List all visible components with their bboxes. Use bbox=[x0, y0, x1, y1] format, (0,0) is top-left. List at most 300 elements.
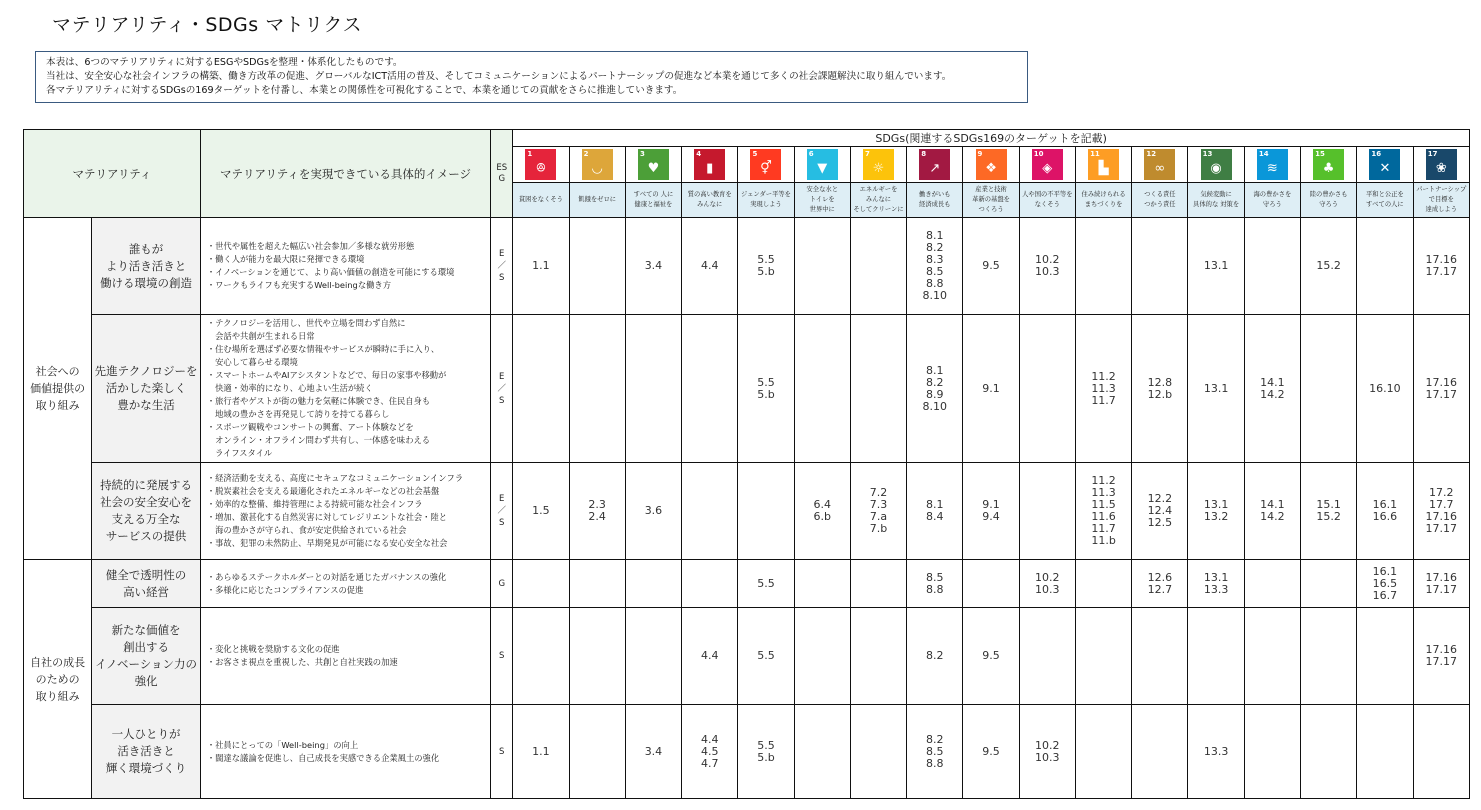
esg-value bbox=[491, 463, 513, 560]
fish-icon bbox=[1257, 149, 1288, 180]
sdg-target: 17.17 bbox=[1425, 522, 1458, 535]
sdg-target: 4.7 bbox=[700, 756, 719, 770]
sdg-target: 2.4 bbox=[588, 510, 606, 523]
sdg-target: 11.2 bbox=[1091, 369, 1116, 383]
materiality-row bbox=[24, 705, 1470, 799]
sdg-targets-4 bbox=[682, 608, 738, 705]
materiality-sdgs-matrix bbox=[23, 129, 1470, 799]
sdg-targets-16 bbox=[1357, 218, 1413, 315]
sdg-targets-1 bbox=[513, 315, 569, 463]
sdg-target: 10.2 bbox=[1035, 738, 1060, 752]
sdg-targets-2 bbox=[569, 608, 625, 705]
sdg-targets-14 bbox=[1244, 463, 1300, 560]
header-esg-line: G bbox=[498, 173, 506, 184]
esg-value-line: ／ bbox=[497, 506, 506, 516]
sdg-label-line: まちづくりを bbox=[1084, 201, 1123, 208]
sdg-target: 8.1 bbox=[926, 229, 944, 242]
sdg-target: 17.2 bbox=[1429, 486, 1454, 499]
concrete-image-item: ・社員にとっての「Well-being」の向上 bbox=[206, 739, 359, 750]
sdg-label-9 bbox=[963, 183, 1019, 218]
concrete-image-item: ・変化と挑戦を奨励する文化の促進 bbox=[206, 644, 340, 654]
sdg-target: 13.1 bbox=[1203, 259, 1229, 272]
sdg-target: 15.2 bbox=[1316, 510, 1341, 523]
group-label-line: 社会への bbox=[35, 365, 80, 378]
sdg-glyph: ☼ bbox=[872, 161, 885, 176]
concrete-image-item: ・ワークもライフも充実するWell-beingな働き方 bbox=[206, 280, 392, 290]
sdg-target: 5.b bbox=[757, 750, 775, 764]
sdg-targets-11 bbox=[1075, 705, 1131, 799]
heartbeat-icon bbox=[638, 149, 669, 180]
sdg-targets-15 bbox=[1301, 218, 1357, 315]
sdg-targets-10 bbox=[1019, 463, 1075, 560]
sdg-targets-4 bbox=[682, 705, 738, 799]
equality-icon bbox=[1032, 149, 1063, 180]
sdg-target: 16.5 bbox=[1372, 576, 1398, 590]
sdg-label-1 bbox=[513, 183, 569, 218]
concrete-image-item: ライフスタイル bbox=[206, 448, 273, 458]
sdg-targets-16 bbox=[1357, 705, 1413, 799]
sdg-target: 17.16 bbox=[1425, 643, 1458, 656]
sdg-number: 13 bbox=[1202, 150, 1213, 158]
partnership-icon bbox=[1426, 149, 1457, 180]
sdg-targets-15 bbox=[1301, 705, 1357, 799]
esg-value-line: S bbox=[499, 746, 505, 757]
sdg-targets-9 bbox=[963, 315, 1019, 463]
sdg-target: 5.5 bbox=[757, 649, 775, 662]
esg-value-line: G bbox=[498, 578, 506, 589]
sdg-target: 10.3 bbox=[1035, 265, 1060, 278]
header-esg-line: ES bbox=[496, 162, 508, 173]
concrete-image-item: 快適・効率的になり、心地よい生活が続く bbox=[206, 383, 373, 393]
sdg-targets-6 bbox=[794, 463, 850, 560]
sdg-targets-1 bbox=[513, 705, 569, 799]
sdg-label-line: 陸の豊かさも bbox=[1309, 191, 1348, 198]
sdg-targets-16 bbox=[1357, 315, 1413, 463]
cubes-icon bbox=[976, 149, 1007, 180]
sdg-label-line: 人や国の不平等を bbox=[1022, 191, 1073, 198]
esg-value bbox=[491, 315, 513, 463]
group-label-line: 取り組み bbox=[35, 689, 80, 703]
sdg-targets-3 bbox=[625, 608, 681, 705]
sdg-glyph: ✕ bbox=[1379, 161, 1391, 176]
sdg-icon-cell-11 bbox=[1075, 147, 1131, 183]
sdg-target: 11.b bbox=[1091, 534, 1116, 547]
sdg-targets-14 bbox=[1244, 218, 1300, 315]
concrete-image-item: 安心して暮らせる環境 bbox=[206, 357, 298, 367]
sdg-label-line: 安全な水と bbox=[806, 186, 838, 193]
sdg-number: 15 bbox=[1315, 150, 1325, 158]
materiality-name-line: サービスの提供 bbox=[105, 529, 187, 543]
sdg-icon-cell-5 bbox=[738, 147, 794, 183]
esg-value bbox=[491, 705, 513, 799]
sdg-number: 8 bbox=[921, 150, 927, 158]
sdg-icon-cell-15 bbox=[1301, 147, 1357, 183]
sdg-target: 16.1 bbox=[1372, 564, 1398, 578]
sdg-target: 9.5 bbox=[982, 649, 1000, 662]
sdg-target: 8.2 bbox=[926, 375, 944, 389]
sdg-targets-15 bbox=[1301, 560, 1357, 608]
sdg-targets-13 bbox=[1188, 218, 1244, 315]
sdg-targets-7 bbox=[850, 218, 906, 315]
sdg-number: 9 bbox=[977, 150, 983, 158]
sdg-targets-8 bbox=[907, 463, 963, 560]
sdg-target: 14.2 bbox=[1260, 387, 1285, 401]
sdg-label-line: 革新の基盤を bbox=[972, 196, 1010, 203]
sdg-icon-cell-4 bbox=[682, 147, 738, 183]
sdg-targets-6 bbox=[794, 705, 850, 799]
concrete-image-list bbox=[200, 463, 490, 560]
sdg-glyph: ❀ bbox=[1435, 161, 1447, 176]
sdg-targets-2 bbox=[569, 315, 625, 463]
sdg-targets-17 bbox=[1413, 218, 1469, 315]
esg-value-line: E bbox=[499, 371, 505, 382]
sdg-target: 14.1 bbox=[1260, 375, 1285, 389]
sdg-target: 7.a bbox=[869, 510, 888, 523]
sdg-targets-9 bbox=[963, 560, 1019, 608]
sdg-targets-4 bbox=[682, 463, 738, 560]
sdg-target: 15.1 bbox=[1316, 498, 1341, 511]
sdg-label-line: 平和と公正を bbox=[1366, 191, 1404, 198]
materiality-name bbox=[92, 218, 201, 315]
dove-icon bbox=[1369, 149, 1400, 180]
concrete-image-list bbox=[200, 218, 490, 315]
concrete-image-list bbox=[200, 705, 490, 799]
sdg-targets-2 bbox=[569, 560, 625, 608]
sdg-targets-17 bbox=[1413, 608, 1469, 705]
sdg-number: 5 bbox=[752, 150, 758, 158]
sdg-targets-8 bbox=[907, 560, 963, 608]
sdg-glyph: ♥ bbox=[647, 161, 660, 176]
sdg-target: 8.1 bbox=[926, 498, 944, 511]
sdg-label-15 bbox=[1301, 183, 1357, 218]
sdg-targets-2 bbox=[569, 218, 625, 315]
sdg-targets-11 bbox=[1075, 463, 1131, 560]
sdg-icon-cell-3 bbox=[625, 147, 681, 183]
sdg-targets-4 bbox=[682, 560, 738, 608]
sdg-target: 9.5 bbox=[982, 259, 1000, 272]
sdg-target: 8.8 bbox=[926, 756, 944, 770]
sdg-label-line: ジェンダー平等を bbox=[740, 191, 791, 198]
sdg-target: 8.2 bbox=[926, 732, 944, 746]
sdg-targets-5 bbox=[738, 463, 794, 560]
sdg-label-line: つくる責任 bbox=[1144, 191, 1176, 198]
sdg-target: 8.2 bbox=[926, 241, 944, 254]
materiality-name-line: 誰もが bbox=[128, 241, 164, 256]
sdg-number: 6 bbox=[808, 150, 814, 158]
concrete-image-list bbox=[200, 608, 490, 705]
sdg-targets-6 bbox=[794, 218, 850, 315]
sdg-glyph: ▼ bbox=[817, 161, 828, 176]
sdg-target: 7.b bbox=[869, 522, 888, 535]
materiality-name-line: 社会の安全安心を bbox=[100, 495, 193, 509]
sdg-target: 9.1 bbox=[982, 381, 1000, 395]
sdg-targets-10 bbox=[1019, 218, 1075, 315]
concrete-image-item: ・イノベーションを通じて、より高い価値の創造を可能にする環境 bbox=[206, 267, 455, 277]
eye-earth-icon bbox=[1201, 149, 1232, 180]
sdg-target: 10.2 bbox=[1035, 570, 1060, 584]
header-concrete-image: マテリアリティを実現できている具体的イメージ bbox=[200, 130, 490, 218]
sdg-label-3 bbox=[625, 183, 681, 218]
sdg-targets-16 bbox=[1357, 608, 1413, 705]
sdg-targets-5 bbox=[738, 315, 794, 463]
sdg-target: 12.4 bbox=[1147, 504, 1173, 517]
sdg-label-7 bbox=[850, 183, 906, 218]
page-title: マテリアリティ・SDGs マトリクス bbox=[52, 14, 363, 36]
sdg-number: 11 bbox=[1090, 150, 1100, 158]
sdg-number: 3 bbox=[639, 150, 645, 158]
sdg-target: 9.4 bbox=[982, 510, 1000, 523]
sdg-label-5 bbox=[738, 183, 794, 218]
sdg-target: 5.b bbox=[757, 387, 775, 401]
materiality-name-line: 支える万全な bbox=[111, 512, 181, 526]
sdg-target: 17.16 bbox=[1425, 253, 1458, 266]
sdg-targets-15 bbox=[1301, 463, 1357, 560]
intro-line: 各マテリアリティに対するSDGsの169ターゲットを付番し、本業との関係性を可視化することで、本業を通じての貢献をさらに推進していきます。 bbox=[46, 85, 683, 96]
sdg-target: 8.3 bbox=[926, 253, 944, 266]
sdg-label-line: つくろう bbox=[978, 206, 1004, 213]
sdg-target: 17.16 bbox=[1425, 510, 1458, 523]
sdg-target: 12.5 bbox=[1147, 516, 1173, 529]
sdg-target: 8.8 bbox=[926, 582, 944, 596]
sdg-glyph: ꔮ bbox=[535, 161, 546, 176]
sdg-target: 10.3 bbox=[1035, 750, 1060, 764]
materiality-row bbox=[24, 218, 1470, 315]
sdg-target: 4.5 bbox=[700, 744, 719, 758]
materiality-name bbox=[92, 705, 201, 799]
sdg-targets-7 bbox=[850, 705, 906, 799]
sdg-glyph: ◡ bbox=[591, 161, 603, 176]
concrete-image-item: ・住む場所を選ばず必要な情報やサービスが瞬時に手に入り、 bbox=[206, 344, 440, 354]
sdg-target: 8.10 bbox=[922, 399, 948, 413]
materiality-name-line: 豊かな生活 bbox=[117, 398, 175, 412]
sdg-targets-2 bbox=[569, 705, 625, 799]
materiality-name-line: 先進テクノロジーを bbox=[94, 364, 198, 378]
materiality-name-line: イノベーション力の bbox=[95, 657, 198, 671]
sdg-label-line: 海の豊かさを bbox=[1253, 191, 1292, 198]
sdg-targets-7 bbox=[850, 608, 906, 705]
concrete-image-list bbox=[200, 315, 490, 463]
sdg-target: 12.7 bbox=[1147, 582, 1173, 596]
sdg-targets-10 bbox=[1019, 315, 1075, 463]
sdg-target: 3.6 bbox=[644, 504, 663, 517]
concrete-image-item: ・効率的な整備、維持管理による持続可能な社会インフラ bbox=[206, 499, 423, 509]
sdg-target: 17.17 bbox=[1425, 265, 1458, 278]
sdg-targets-6 bbox=[794, 608, 850, 705]
esg-value-line: ／ bbox=[497, 383, 506, 394]
sdg-target: 9.1 bbox=[982, 498, 1000, 511]
sdg-target: 11.6 bbox=[1091, 510, 1116, 523]
sdg-label-line: 守ろう bbox=[1319, 201, 1339, 208]
sdg-target: 13.1 bbox=[1203, 498, 1229, 511]
concrete-image-item: 地域の豊かさを再発見して誇りを持てる暮らし bbox=[206, 409, 390, 419]
sdg-target: 1.5 bbox=[532, 504, 550, 517]
materiality-name-line: 一人ひとりが bbox=[111, 727, 181, 741]
sdg-targets-3 bbox=[625, 315, 681, 463]
sdg-label-6 bbox=[794, 183, 850, 218]
sdg-target: 8.9 bbox=[926, 387, 944, 401]
sdg-target: 16.6 bbox=[1372, 510, 1398, 523]
sdg-glyph: ⚥ bbox=[760, 161, 772, 176]
sdg-label-line: 飢餓をゼロに bbox=[578, 196, 617, 203]
sdg-label-line: エネルギーを bbox=[859, 186, 898, 193]
sdg-targets-8 bbox=[907, 608, 963, 705]
materiality-name-line: 持続的に発展する bbox=[100, 478, 193, 492]
concrete-image-item: オンライン・オフライン問わず共有し、一体感を味わえる bbox=[206, 435, 431, 445]
sdg-icon-cell-12 bbox=[1132, 147, 1188, 183]
sdg-target: 10.3 bbox=[1035, 582, 1060, 596]
sdg-target: 11.5 bbox=[1091, 498, 1116, 511]
sdg-target: 12.b bbox=[1147, 387, 1173, 401]
concrete-image-item: ・スマートホームやAIアシスタントなどで、毎日の家事や移動が bbox=[206, 370, 447, 380]
materiality-name-line: より活き活きと bbox=[105, 258, 187, 273]
concrete-image-item: ・お客さま視点を重視した、共創と自社実践の加速 bbox=[206, 657, 398, 667]
esg-value bbox=[491, 218, 513, 315]
sdg-target: 4.4 bbox=[700, 259, 719, 272]
sdg-targets-9 bbox=[963, 705, 1019, 799]
sdg-target: 3.4 bbox=[644, 259, 663, 272]
sdg-icon-cell-7 bbox=[850, 147, 906, 183]
sdg-label-line: 世界中に bbox=[809, 206, 835, 213]
group-label-line: 価値提供の bbox=[30, 382, 86, 395]
sdg-target: 10.2 bbox=[1035, 253, 1060, 266]
header-materiality: マテリアリティ bbox=[24, 130, 201, 218]
sdg-target: 4.4 bbox=[700, 732, 719, 746]
sdg-targets-9 bbox=[963, 608, 1019, 705]
sdg-target: 5.5 bbox=[757, 738, 775, 752]
sdg-label-line: 具体的な 対策を bbox=[1193, 201, 1240, 208]
materiality-row bbox=[24, 560, 1470, 608]
sdg-target: 12.8 bbox=[1147, 375, 1173, 389]
sdg-label-line: 働きがいも bbox=[919, 191, 951, 198]
esg-value-line: S bbox=[499, 518, 505, 528]
sdg-target: 5.5 bbox=[757, 253, 775, 266]
sdg-targets-11 bbox=[1075, 315, 1131, 463]
sdg-target: 17.16 bbox=[1425, 375, 1458, 389]
sdg-targets-14 bbox=[1244, 315, 1300, 463]
materiality-name-line: 輝く環境づくり bbox=[105, 761, 187, 775]
sdg-label-line: みんなに bbox=[865, 196, 892, 203]
sdg-target: 12.2 bbox=[1147, 492, 1173, 505]
sdg-label-line: そしてクリーンに bbox=[853, 206, 904, 213]
sdg-targets-9 bbox=[963, 218, 1019, 315]
sdg-targets-13 bbox=[1188, 608, 1244, 705]
header-esg bbox=[491, 130, 513, 218]
sdg-number: 7 bbox=[865, 150, 870, 158]
people-icon bbox=[525, 149, 556, 180]
group-label-line: 取り組み bbox=[35, 399, 80, 412]
sdg-number: 4 bbox=[696, 150, 702, 158]
sdg-icon-cell-2 bbox=[569, 147, 625, 183]
sdg-glyph: ♣ bbox=[1322, 161, 1335, 176]
sdg-targets-16 bbox=[1357, 463, 1413, 560]
concrete-image-item: 海の豊かさが守られ、食が安定供給されている社会 bbox=[206, 525, 407, 535]
sdg-target: 8.10 bbox=[922, 289, 948, 302]
sdg-target: 1.1 bbox=[532, 259, 550, 272]
sdg-label-line: 健康と福祉を bbox=[634, 201, 673, 208]
sdg-label-line: 産業と技術 bbox=[975, 186, 1007, 193]
sdg-targets-8 bbox=[907, 705, 963, 799]
sdg-glyph: ↗ bbox=[929, 161, 941, 176]
concrete-image-item: ・スポーツ観戦やコンサートの興奮、アート体験などを bbox=[206, 422, 414, 432]
sdg-targets-5 bbox=[738, 560, 794, 608]
sdg-icon-cell-8 bbox=[907, 147, 963, 183]
sdg-target: 14.1 bbox=[1260, 498, 1285, 511]
materiality-name bbox=[92, 315, 201, 463]
sdg-label-line: で目標を bbox=[1428, 196, 1454, 203]
sdg-targets-15 bbox=[1301, 608, 1357, 705]
sdg-target: 13.3 bbox=[1203, 582, 1229, 596]
sdg-label-8 bbox=[907, 183, 963, 218]
concrete-image-item: ・経済活動を支える、高度にセキュアなコミュニケーションインフラ bbox=[206, 473, 464, 483]
gender-icon bbox=[750, 149, 781, 180]
sdg-number: 10 bbox=[1033, 150, 1044, 158]
sdg-targets-15 bbox=[1301, 315, 1357, 463]
sdg-label-line: 貧困をなくそう bbox=[518, 196, 563, 203]
sdg-targets-8 bbox=[907, 315, 963, 463]
sdg-targets-10 bbox=[1019, 705, 1075, 799]
sdg-label-line: 守ろう bbox=[1262, 201, 1282, 208]
esg-value-line: ／ bbox=[497, 261, 506, 271]
sdg-targets-5 bbox=[738, 218, 794, 315]
sdg-target: 17.17 bbox=[1425, 387, 1458, 401]
sdg-targets-11 bbox=[1075, 608, 1131, 705]
sdg-targets-14 bbox=[1244, 705, 1300, 799]
concrete-image-item: ・働く人が能力を最大限に発揮できる環境 bbox=[206, 254, 365, 264]
water-drop-icon bbox=[807, 149, 838, 180]
sdg-targets-12 bbox=[1132, 218, 1188, 315]
materiality-name-line: 活かした楽しく bbox=[105, 381, 187, 395]
group-label bbox=[24, 218, 92, 560]
materiality-name bbox=[92, 463, 201, 560]
sdg-target: 14.2 bbox=[1260, 510, 1285, 523]
intro-line: 当社は、安全安心な社会インフラの構築、働き方改革の促進、グローバルなICT活用の普及、そしてコミュニケーションによるパートナーシップの促進など本業を通じて多くの社会課題解決に取り組んでいます。 bbox=[46, 71, 952, 82]
sdg-number: 16 bbox=[1371, 150, 1382, 158]
sdg-targets-11 bbox=[1075, 560, 1131, 608]
sdg-targets-6 bbox=[794, 315, 850, 463]
sdg-label-line: なくそう bbox=[1034, 201, 1060, 208]
sdg-icon-cell-10 bbox=[1019, 147, 1075, 183]
sdg-targets-1 bbox=[513, 463, 569, 560]
sdg-glyph: ≋ bbox=[1266, 161, 1278, 176]
sdg-number: 12 bbox=[1146, 150, 1157, 158]
sdg-target: 17.16 bbox=[1425, 570, 1458, 584]
sdg-targets-13 bbox=[1188, 560, 1244, 608]
sdg-targets-2 bbox=[569, 463, 625, 560]
esg-value-line: S bbox=[499, 273, 505, 283]
growth-chart-icon bbox=[919, 149, 950, 180]
sdg-target: 16.1 bbox=[1372, 498, 1398, 511]
sdg-target: 8.2 bbox=[926, 649, 944, 662]
sdg-targets-8 bbox=[907, 218, 963, 315]
concrete-image-item: 会話や共創が生まれる日常 bbox=[206, 331, 315, 341]
sdg-label-4 bbox=[682, 183, 738, 218]
sdg-targets-17 bbox=[1413, 315, 1469, 463]
sdg-target: 11.7 bbox=[1091, 522, 1116, 535]
esg-value-line: E bbox=[499, 249, 505, 259]
sdg-targets-9 bbox=[963, 463, 1019, 560]
sdg-targets-7 bbox=[850, 560, 906, 608]
sdg-glyph: ▮ bbox=[706, 161, 714, 176]
intro-line: 本表は、6つのマテリアリティに対するESGやSDGsを整理・体系化したものです。 bbox=[46, 57, 403, 68]
sdg-target: 13.1 bbox=[1203, 381, 1229, 395]
sdg-target: 16.10 bbox=[1369, 381, 1401, 395]
sdg-target: 8.5 bbox=[926, 744, 944, 758]
sdg-target: 7.3 bbox=[869, 498, 888, 511]
sdg-targets-12 bbox=[1132, 315, 1188, 463]
group-label-line: のための bbox=[35, 672, 80, 686]
concrete-image-list bbox=[200, 560, 490, 608]
sdg-target: 5.b bbox=[757, 265, 775, 278]
